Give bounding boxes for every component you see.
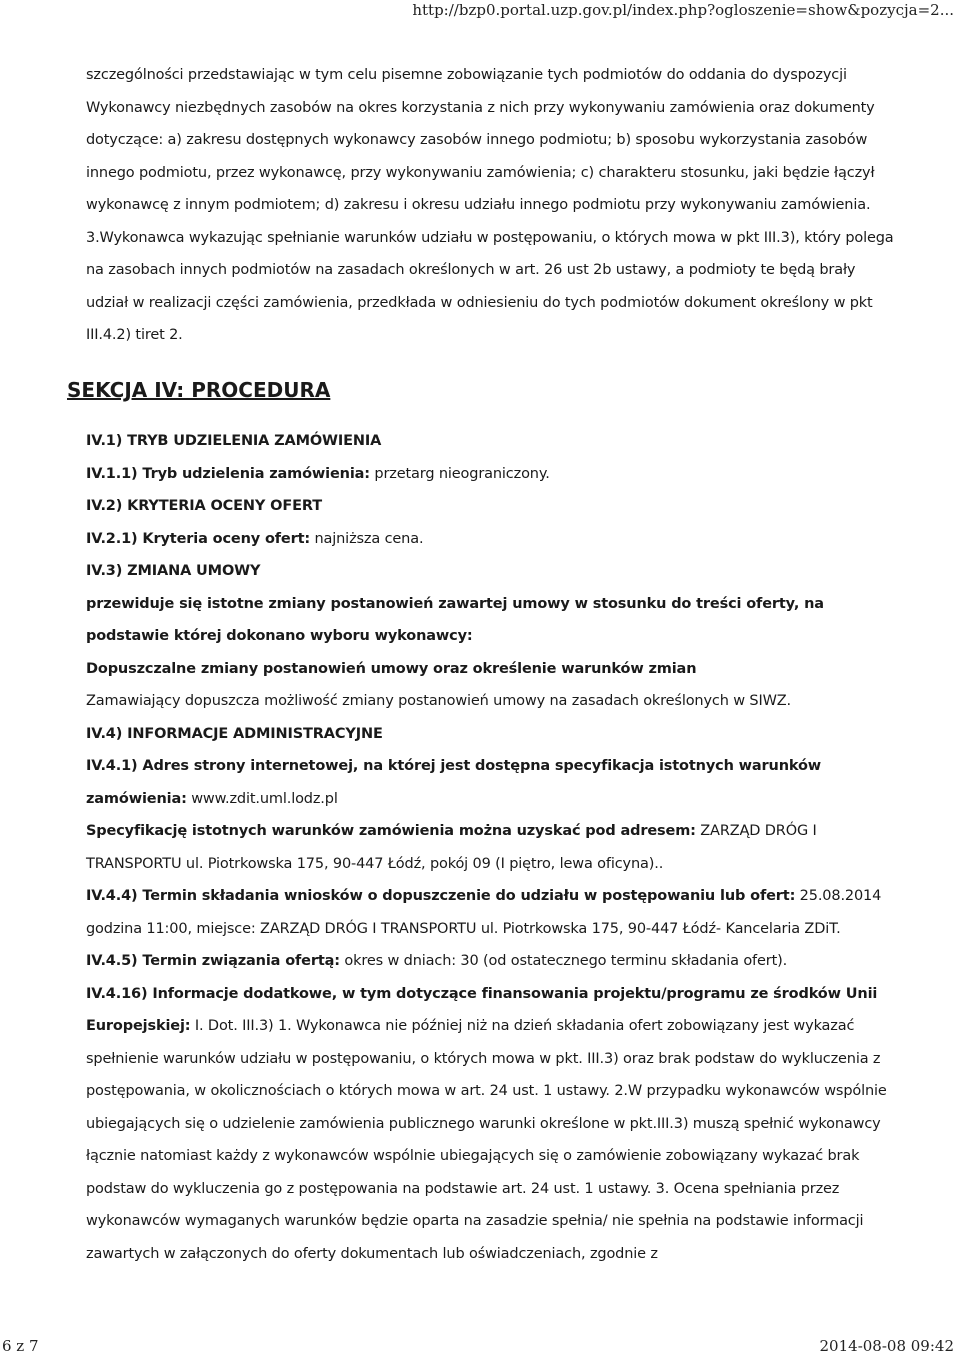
iv3-changes-text: Zamawiający dopuszcza możliwość zmiany postanowień umowy na zasadach określonych w SIWZ. xyxy=(86,693,791,709)
print-datetime: 2014-08-08 09:42 xyxy=(819,1337,954,1355)
iv11-value: przetarg nieograniczony. xyxy=(369,465,550,482)
procedure-section xyxy=(86,425,896,1270)
body-text-top xyxy=(86,59,896,352)
iv41-label: IV.4.1) Adres strony internetowej, na której jest dostępna specyfikacja istotnych warunków zamówienia: xyxy=(86,758,822,807)
iv4-heading: IV.4) INFORMACJE ADMINISTRACYJNE xyxy=(86,725,383,742)
iv416-value: I. Dot. III.3) 1. Wykonawca nie później niż na dzień składania ofert zobowiązany jest wykazać spełnienie warunków udziału w postępowaniu, o których mowa w pkt. III.3) oraz brak podstaw do wykluczenia z postępowania, w okolicznościach o których mowa w art. 24 ust. 1 ustawy. 2.W przypadku wykonawców wspólnie ubiegających się o udzielenie zamówienia publicznego warunki określone w pkt.III.3) muszą spełnić wykonawcy łącznie natomiast każdy z wykonawców wspólnie ubiegających się o zamówienie zobowiązany wykazać brak podstaw do wykluczenia go z postępowania na podstawie art. 24 ust. 1 ustawy. 3. Ocena spełniania przez wykonawców wymaganych warunków będzie oparta na zasadzie spełnia/ nie spełnia na podstawie informacji zawartych w załączonych do oferty dokumentach lub oświadczeniach, zgodnie z xyxy=(86,1018,887,1262)
iv11-label: IV.1.1) Tryb udzielenia zamówienia: xyxy=(86,465,370,482)
paragraph-resources: szczególności przedstawiając w tym celu pisemne zobowiązanie tych podmiotów do oddania do dyspozycji Wykonawcy niezbędnych zasobów na okres korzystania z nich przy wykonywaniu zamówienia oraz dokumenty dotyczące: a) zakresu dostępnych wykonawcy zasobów innego podmiotu; b) sposobu wykorzystania zasobów innego podmiotu, przez wykonawcę, przy wykonywaniu zamówienia; c) charakteru stosunku, jaki będzie łączył wykonawcę z innym podmiotem; d) zakresu i okresu udziału innego podmiotu przy wykonywaniu zamówienia. xyxy=(86,67,875,213)
iv11-item xyxy=(86,458,896,491)
iv44-label: IV.4.4) Termin składania wniosków o dopuszczenie do udziału w postępowaniu lub ofert: xyxy=(86,888,796,904)
iv41-item xyxy=(86,750,896,815)
iv44-item xyxy=(86,880,896,945)
iv3-changes-heading: Dopuszczalne zmiany postanowień umowy oraz określenie warunków zmian xyxy=(86,660,697,677)
iv21-item xyxy=(86,523,896,556)
iv416-item xyxy=(86,978,896,1271)
iv45-item xyxy=(86,945,896,978)
iv21-value: najniższa cena. xyxy=(310,530,424,547)
iv41-value: www.zdit.uml.lodz.pl xyxy=(186,790,338,807)
spec-item xyxy=(86,815,896,880)
print-footer xyxy=(0,1337,960,1355)
iv45-label: IV.4.5) Termin związania ofertą: xyxy=(86,953,340,969)
spec-label: Specyfikację istotnych warunków zamówienia można uzyskać pod adresem: xyxy=(86,823,696,839)
print-header-url: http://bzp0.portal.uzp.gov.pl/index.php?ogloszenie=show&pozycja=2... xyxy=(412,1,954,19)
iv1-heading: IV.1) TRYB UDZIELENIA ZAMÓWIENIA xyxy=(86,433,382,449)
iv44-value: 25.08.2014 godzina 11:00, miejsce: ZARZĄD DRÓG I TRANSPORTU ul. Piotrkowska 175, 90-447 Łódź- Kancelaria ZDiT. xyxy=(86,888,882,937)
iv3-changes-statement: przewiduje się istotne zmiany postanowień zawartej umowy w stosunku do treści oferty, na podstawie której dokonano wyboru wykonawcy: xyxy=(86,595,824,644)
iv416-label: IV.4.16) Informacje dodatkowe, w tym dotyczące finansowania projektu/programu ze środków Unii Europejskiej: xyxy=(86,985,878,1034)
page-number: 6 z 7 xyxy=(2,1337,39,1355)
paragraph-conditions: 3.Wykonawca wykazując spełnianie warunków udziału w postępowaniu, o których mowa w pkt III.3), który polega na zasobach innych podmiotów na zasadach określonych w art. 26 ust 2b ustawy, a podmioty te będą brały udział w realizacji części zamówienia, przedkłada w odniesieniu do tych podmiotów dokument określony w pkt III.4.2) tiret 2. xyxy=(86,229,894,343)
iv2-heading: IV.2) KRYTERIA OCENY OFERT xyxy=(86,498,322,514)
iv3-heading: IV.3) ZMIANA UMOWY xyxy=(86,563,261,579)
iv45-value: okres w dniach: 30 (od ostatecznego terminu składania ofert). xyxy=(339,953,788,969)
spec-value: ZARZĄD DRÓG I TRANSPORTU ul. Piotrkowska 175, 90-447 Łódź, pokój 09 (I piętro, lewa oficyna).. xyxy=(86,823,817,872)
iv21-label: IV.2.1) Kryteria oceny ofert: xyxy=(86,530,311,547)
section-title: SEKCJA IV: PROCEDURA xyxy=(67,378,331,402)
